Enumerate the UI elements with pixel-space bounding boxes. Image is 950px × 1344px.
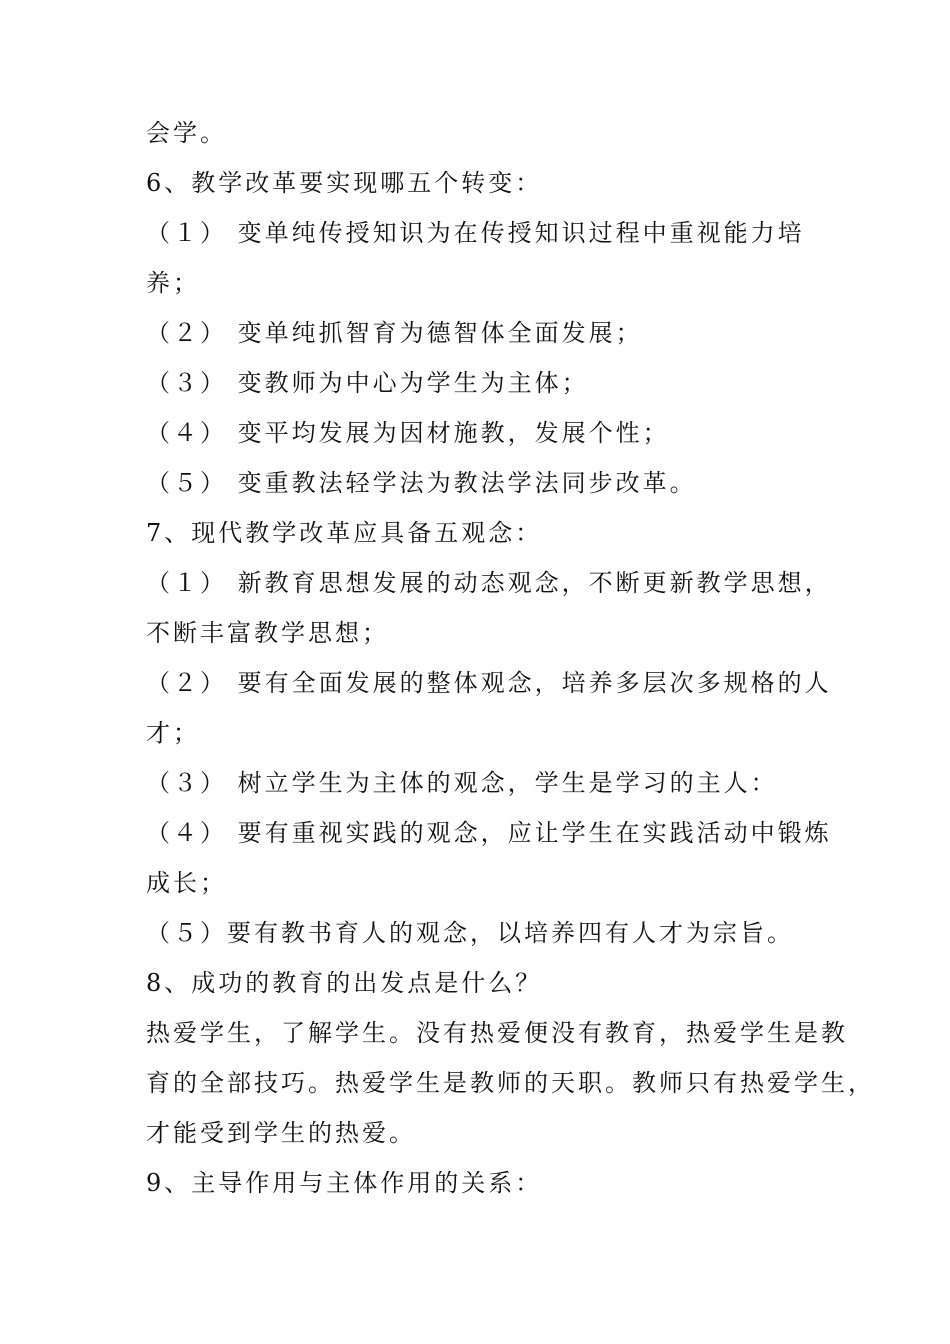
list-item-6-4: （４） 变平均发展为因材施教，发展个性； bbox=[146, 419, 670, 447]
list-item-7-4: （４） 要有重视实践的观念，应让学生在实践活动中锻炼 bbox=[146, 819, 832, 847]
list-item-7-1-continued: 不断丰富教学思想； bbox=[146, 619, 389, 647]
list-item-7-2-continued: 才； bbox=[146, 719, 200, 747]
section-heading-6: 6、教学改革要实现哪五个转变： bbox=[146, 169, 543, 197]
list-item-7-2: （２） 要有全面发展的整体观念，培养多层次多规格的人 bbox=[146, 669, 832, 697]
list-item-7-4-continued: 成长； bbox=[146, 869, 227, 897]
list-item-6-1: （１） 变单纯传授知识为在传授知识过程中重视能力培 bbox=[146, 219, 805, 247]
list-item-7-3: （３） 树立学生为主体的观念，学生是学习的主人： bbox=[146, 769, 778, 797]
paragraph-8-line-2: 育的全部技巧。热爱学生是教师的天职。教师只有热爱学生， bbox=[146, 1069, 875, 1097]
list-item-6-1-continued: 养； bbox=[146, 269, 200, 297]
document-body bbox=[146, 108, 875, 1208]
list-item-7-1: （１） 新教育思想发展的动态观念，不断更新教学思想， bbox=[146, 569, 832, 597]
paragraph-8-line-3: 才能受到学生的热爱。 bbox=[146, 1119, 416, 1147]
section-heading-8: 8、成功的教育的出发点是什么？ bbox=[146, 969, 543, 997]
list-item-7-5: （５）要有教书育人的观念，以培养四有人才为宗旨。 bbox=[146, 919, 794, 947]
paragraph-8-line-1: 热爱学生，了解学生。没有热爱便没有教育，热爱学生是教 bbox=[146, 1019, 848, 1047]
list-item-6-5: （５） 变重教法轻学法为教法学法同步改革。 bbox=[146, 469, 697, 497]
list-item-6-2: （２） 变单纯抓智育为德智体全面发展； bbox=[146, 319, 643, 347]
section-heading-7: 7、现代教学改革应具备五观念： bbox=[146, 519, 543, 547]
list-item-6-3: （３） 变教师为中心为学生为主体； bbox=[146, 369, 589, 397]
section-heading-9: 9、主导作用与主体作用的关系： bbox=[146, 1169, 543, 1197]
text-line: 会学。 bbox=[146, 119, 227, 147]
